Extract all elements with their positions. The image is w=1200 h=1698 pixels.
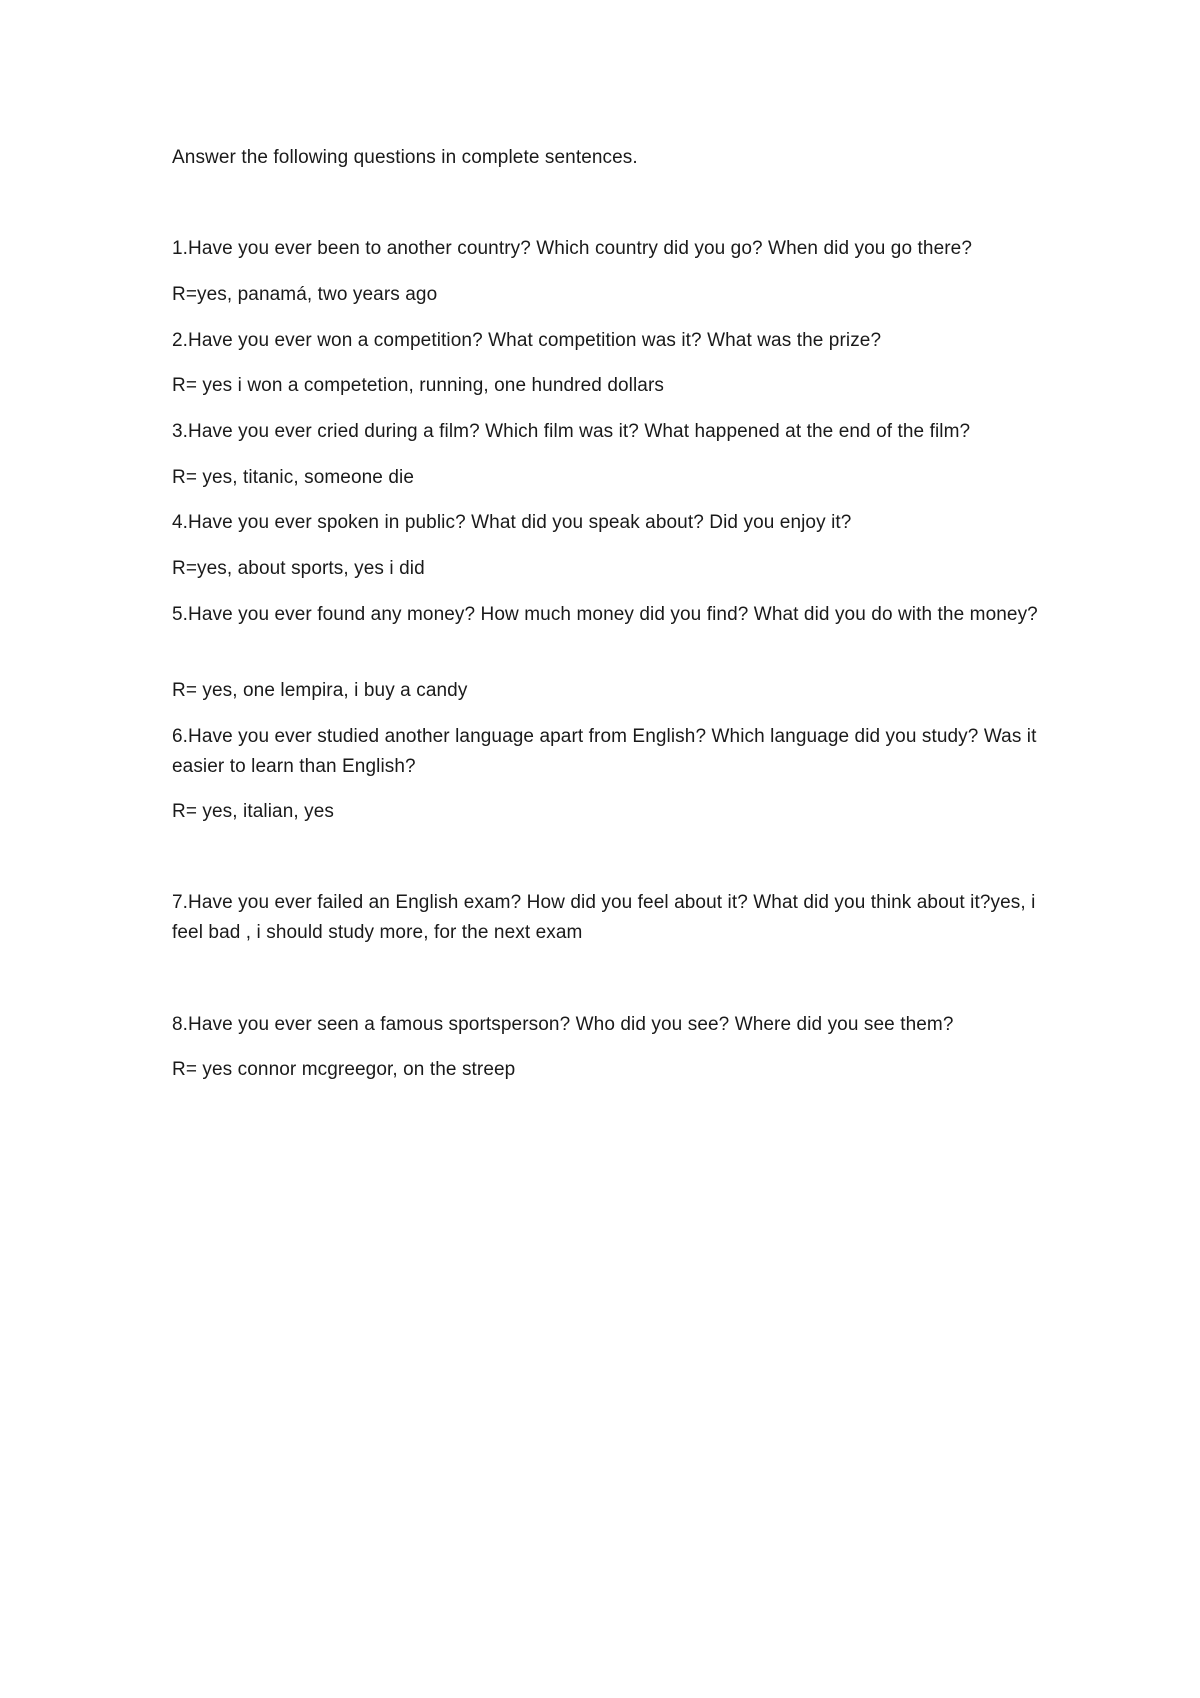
- question-number: 7.: [172, 892, 189, 913]
- question-7: [172, 888, 1052, 948]
- answer-2: R= yes i won a competetion, running, one hundred dollars: [172, 375, 664, 396]
- question-4: [172, 508, 1052, 538]
- question-2: [172, 326, 1052, 356]
- answer-4: R=yes, about sports, yes i did: [172, 558, 425, 579]
- question-text: Have you ever seen a famous sportsperson? Who did you see? Where did you see them?: [188, 1014, 954, 1035]
- question-text: Have you ever spoken in public? What did you speak about? Did you enjoy it?: [188, 512, 852, 533]
- answer-8: R= yes connor mcgreegor, on the streep: [172, 1059, 516, 1080]
- question-number: 1.: [172, 238, 189, 259]
- question-text: Have you ever won a competition? What competition was it? What was the prize?: [188, 330, 882, 351]
- answer-6: R= yes, italian, yes: [172, 801, 334, 822]
- answer-1: R=yes, panamá, two years ago: [172, 284, 438, 305]
- instructions: Answer the following questions in complete sentences.: [172, 147, 638, 168]
- question-6: [172, 722, 1052, 782]
- question-8: [172, 1010, 1052, 1040]
- question-number: 4.: [172, 512, 189, 533]
- question-number: 6.: [172, 726, 189, 747]
- question-number: 8.: [172, 1014, 189, 1035]
- question-text: Have you ever been to another country? Which country did you go? When did you go there?: [188, 238, 972, 259]
- question-1: [172, 234, 1052, 264]
- answer-5: R= yes, one lempira, i buy a candy: [172, 680, 468, 701]
- question-number: 5.: [172, 604, 189, 625]
- question-3: [172, 417, 1052, 447]
- question-5: [172, 600, 1052, 630]
- question-text: Have you ever failed an English exam? How did you feel about it? What did you think about it?yes, i feel bad , i should study more, for the next exam: [172, 892, 1036, 943]
- question-text: Have you ever found any money? How much money did you find? What did you do with the money?: [188, 604, 1038, 625]
- question-number: 2.: [172, 330, 189, 351]
- question-text: Have you ever studied another language apart from English? Which language did you study? Was it easier to learn than English?: [172, 726, 1037, 777]
- question-text: Have you ever cried during a film? Which film was it? What happened at the end of the film?: [188, 421, 971, 442]
- answer-3: R= yes, titanic, someone die: [172, 467, 415, 488]
- question-number: 3.: [172, 421, 189, 442]
